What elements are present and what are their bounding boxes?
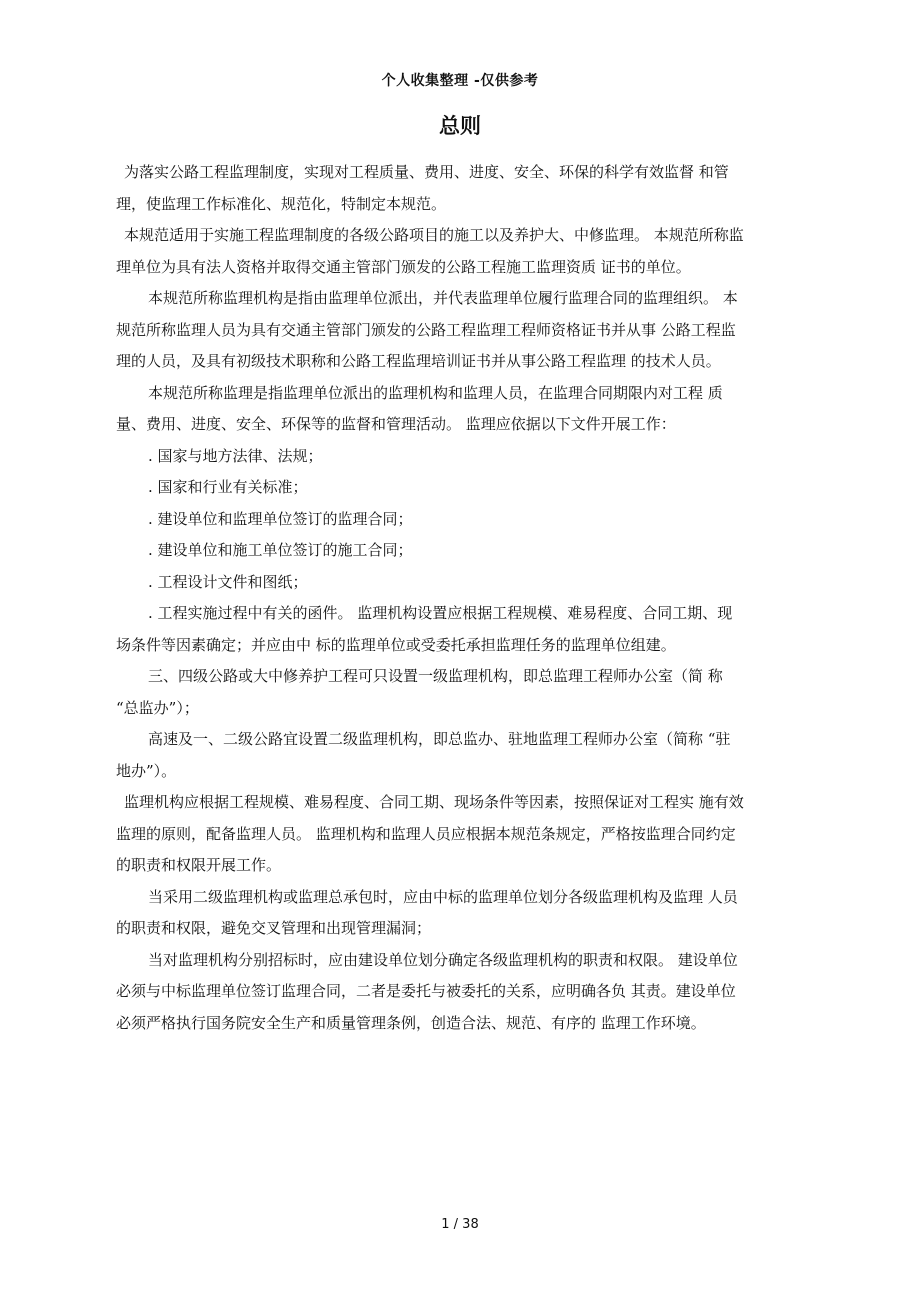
paragraph-line: 监理的原则，配备监理人员。 监理机构和监理人员应根据本规范条规定，严格按监理合同约定 [116, 824, 736, 843]
paragraph-line: 规范所称监理人员为具有交通主管部门颁发的公路工程监理工程师资格证书并从事 公路工程监 [116, 320, 736, 339]
paragraph-line: 本规范适用于实施工程监理制度的各级公路项目的施工以及养护大、中修监理。 本规范所称监 [124, 226, 744, 244]
paragraph-line: 理，使监理工作标准化、规范化，特制定本规范。 [116, 194, 447, 213]
list-item: . 国家与地方法律、法规； [148, 446, 323, 465]
paragraph-line: 地办”）。 [116, 761, 177, 780]
list-item: . 工程设计文件和图纸； [148, 572, 308, 591]
page-title: 总则 [439, 114, 481, 138]
paragraph-line: 必须严格执行国务院安全生产和质量管理条例，创造合法、规范、有序的 监理工作环境。 [116, 1013, 706, 1032]
paragraph-line: 理单位为具有法人资格并取得交通主管部门颁发的公路工程施工监理资质 证书的单位。 [116, 257, 691, 276]
list-item: . 国家和行业有关标准； [148, 478, 308, 496]
page-header: 个人收集整理 -仅供参考 [381, 73, 539, 89]
paragraph-line: 为落实公路工程监理制度，实现对工程质量、费用、进度、安全、环保的科学有效监督 和管 [124, 163, 729, 181]
paragraph-line: 当对监理机构分别招标时，应由建设单位划分确定各级监理机构的职责和权限。 建设单位 [148, 950, 738, 969]
paragraph-line: 本规范所称监理是指监理单位派出的监理机构和监理人员，在监理合同期限内对工程 质 [148, 383, 723, 402]
document-body [116, 157, 804, 1039]
paragraph-line: 的职责和权限开展工作。 [116, 856, 282, 874]
paragraph-line: 监理机构应根据工程规模、难易程度、合同工期、现场条件等因素，按照保证对工程实 施有效 [124, 793, 744, 811]
paragraph-line: 理的人员，及具有初级技术职称和公路工程监理培训证书并从事公路工程监理 的技术人员。 [116, 352, 721, 370]
list-item: . 建设单位和监理单位签订的监理合同； [148, 509, 413, 528]
paragraph-line: 三、四级公路或大中修养护工程可只设置一级监理机构，即总监理工程师办公室（简 称 [148, 667, 723, 685]
paragraph-line: “总监办”）； [116, 698, 199, 717]
list-item: . 建设单位和施工单位签订的施工合同； [148, 541, 413, 559]
paragraph-line: 必须与中标监理单位签订监理合同，二者是委托与被委托的关系，应明确各负 其责。建设单位 [116, 982, 736, 1000]
paragraph-line: 的职责和权限，避免交叉管理和出现管理漏洞； [116, 919, 432, 937]
page-number: 1 / 38 [441, 1217, 479, 1232]
paragraph-line: 本规范所称监理机构是指由监理单位派出，并代表监理单位履行监理合同的监理组织。 本 [148, 289, 738, 307]
paragraph-line: 量、费用、进度、安全、环保等的监督和管理活动。 监理应依据以下文件开展工作： [116, 415, 676, 433]
list-item: . 工程实施过程中有关的函件。 监理机构设置应根据工程规模、难易程度、合同工期、现 [148, 604, 733, 622]
paragraph-line: 场条件等因素确定；并应由中 标的监理单位或受委托承担监理任务的监理单位组建。 [116, 635, 676, 654]
paragraph-line: 当采用二级监理机构或监理总承包时，应由中标的监理单位划分各级监理机构及监理 人员 [148, 887, 738, 906]
paragraph-line: 高速及一、二级公路宜设置二级监理机构，即总监办、驻地监理工程师办公室（简称 “驻 [148, 730, 731, 748]
